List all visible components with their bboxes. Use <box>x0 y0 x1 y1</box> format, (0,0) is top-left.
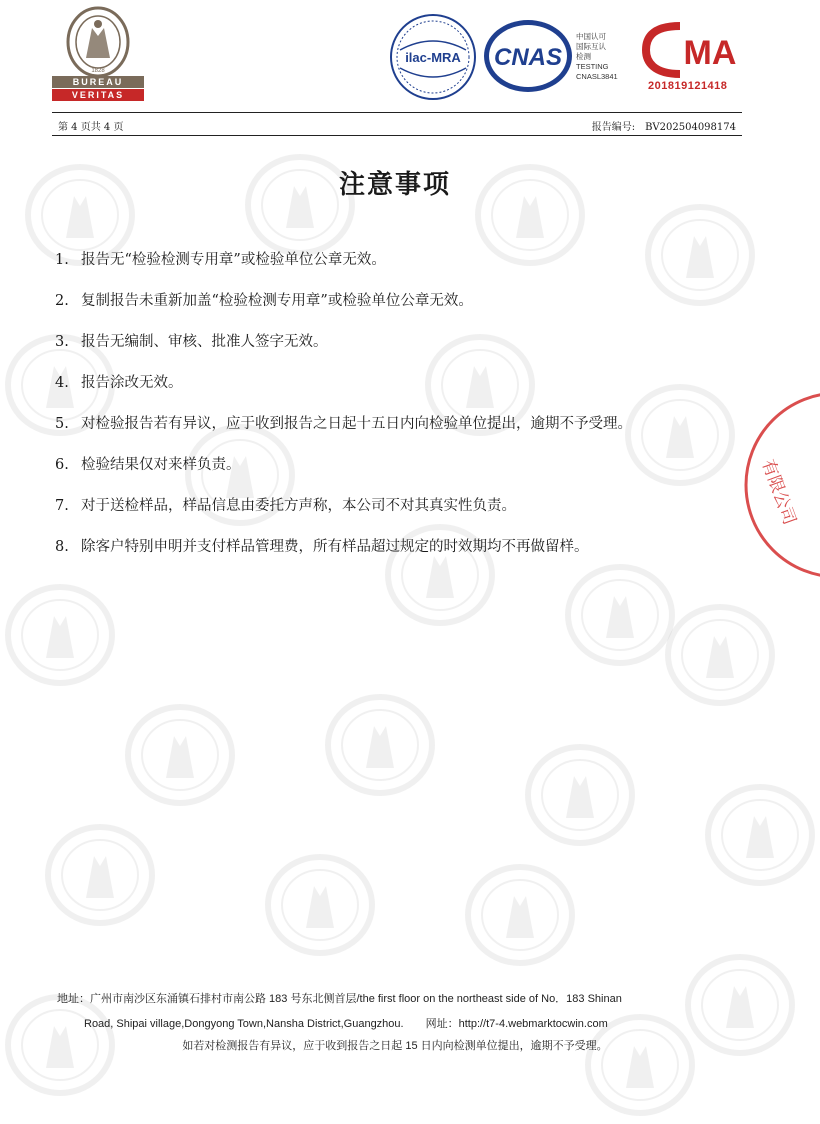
cnas-caption-line: 中国认可 <box>576 32 606 41</box>
bureau-veritas-wordmark <box>52 76 144 101</box>
list-item <box>55 330 755 371</box>
bv-wordmark-top: BUREAU <box>52 76 144 88</box>
seal-text: 有限公司 <box>757 456 800 528</box>
list-item-number: 5. <box>55 416 69 432</box>
notes-list <box>55 248 755 576</box>
list-item <box>55 412 755 453</box>
bv-watermark-icon <box>660 600 780 710</box>
divider <box>52 112 742 113</box>
list-item <box>55 494 755 535</box>
list-item <box>55 453 755 494</box>
page-info: 第 4 页共 4 页 <box>58 122 124 133</box>
list-item-number: 1. <box>55 252 69 268</box>
cnas-caption-line: TESTING <box>576 62 609 71</box>
bv-year: 1828 <box>91 68 105 74</box>
list-item-number: 6. <box>55 457 69 473</box>
list-item-text: 对于送检样品，样品信息由委托方声称，本公司不对其真实性负责。 <box>81 498 516 514</box>
bv-watermark-icon <box>120 700 240 810</box>
cnas-caption <box>576 32 618 82</box>
list-item <box>55 248 755 289</box>
bv-watermark-icon <box>700 780 820 890</box>
list-item-number: 4. <box>55 375 69 391</box>
list-item <box>55 371 755 412</box>
footer-notice: 如若对检测报告有异议，应于收到报告之日起 15 日内向检测单位提出，逾期不予受理。 <box>182 1040 608 1052</box>
list-item-text: 除客户特别申明并支付样品管理费，所有样品超过规定的时效期均不再做留样。 <box>81 539 589 555</box>
cma-number: 201819121418 <box>648 80 728 92</box>
page-info-bar <box>52 112 742 136</box>
list-item-text: 检验结果仅对来样负责。 <box>81 457 241 473</box>
report-header <box>0 0 790 140</box>
bv-watermark-icon <box>320 690 440 800</box>
bv-watermark-icon <box>40 820 160 930</box>
list-item-text: 报告涂改无效。 <box>81 375 183 391</box>
page-title: 注意事项 <box>338 170 451 200</box>
ilac-mra-logo <box>388 12 478 102</box>
bv-watermark-icon <box>520 740 640 850</box>
cma-label: MA <box>683 34 737 72</box>
list-item-number: 7. <box>55 498 69 514</box>
bv-wordmark-bottom: VERITAS <box>52 89 144 101</box>
bv-watermark-icon <box>460 860 580 970</box>
cnas-caption-line: CNASL3841 <box>576 72 618 81</box>
list-item-number: 3. <box>55 334 69 350</box>
list-item-text: 报告无“检验检测专用章”或检验单位公章无效。 <box>81 252 386 268</box>
ilac-label: ilac-MRA <box>405 50 461 65</box>
list-item <box>55 535 755 576</box>
cnas-logo <box>482 18 574 94</box>
company-seal-stamp <box>738 400 800 570</box>
list-item-text: 复制报告未重新加盖“检验检测专用章”或检验单位公章无效。 <box>81 293 473 309</box>
divider <box>52 135 742 136</box>
cnas-caption-line: 国际互认 <box>576 42 606 51</box>
cnas-label: CNAS <box>493 44 563 71</box>
cnas-caption-line: 检测 <box>576 52 591 61</box>
footer-address: 地址：广州市南沙区东涌镇石排村市南公路 183 号东北侧首层/the first floor on the northeast side of No．183 Shinan <box>57 993 622 1005</box>
footer-address-website: Road, Shipai village,Dongyong Town,Nansha District,Guangzhou. 网址：http://t7-4.webmarktocwin.com <box>84 1018 608 1030</box>
report-number: 报告编号: BV202504098174 <box>591 122 736 133</box>
list-item-number: 8. <box>55 539 69 555</box>
bv-watermark-icon <box>260 850 380 960</box>
bv-watermark-icon <box>0 580 120 690</box>
list-item <box>55 289 755 330</box>
list-item-text: 报告无编制、审核、批准人签字无效。 <box>81 334 328 350</box>
list-item-number: 2. <box>55 293 69 309</box>
bv-watermark-icon <box>560 560 680 670</box>
list-item-text: 对检验报告若有异议，应于收到报告之日起十五日内向检验单位提出，逾期不予受理。 <box>81 416 632 432</box>
